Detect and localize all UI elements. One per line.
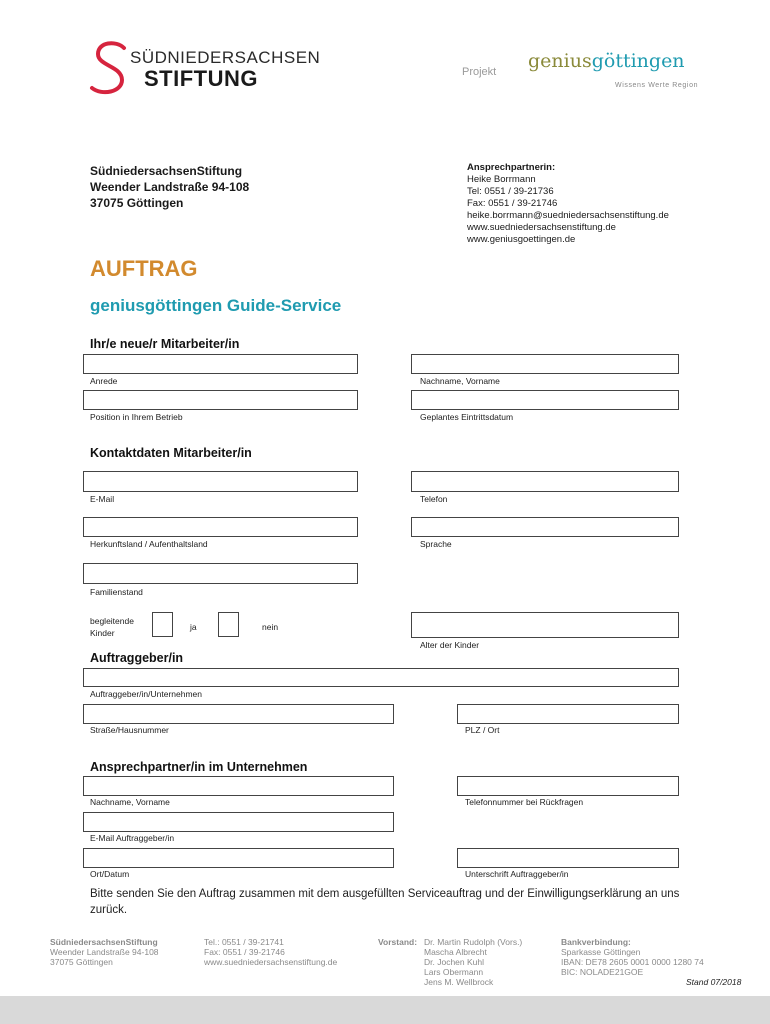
eintritt-label: Geplantes Eintrittsdatum xyxy=(420,412,514,422)
sprache-label: Sprache xyxy=(420,539,452,549)
address-line-3: 37075 Göttingen xyxy=(90,196,184,210)
projekt-label: Projekt xyxy=(462,66,497,78)
page-subtitle: geniusgöttingen Guide-Service xyxy=(90,296,342,315)
begleitende-line-2: Kinder xyxy=(90,628,115,638)
footer-col2-line-3[interactable]: www.suedniedersachsenstiftung.de xyxy=(204,957,338,967)
position-field[interactable] xyxy=(83,390,358,410)
footer-col1-line-1: SüdniedersachsenStiftung xyxy=(50,937,158,947)
footer-col2-line-2: Fax: 0551 / 39-21746 xyxy=(204,947,285,957)
eintritt-field[interactable] xyxy=(411,390,679,410)
position-label: Position in Ihrem Betrieb xyxy=(90,412,183,422)
ap-email-label: E-Mail Auftraggeber/in xyxy=(90,833,175,843)
begleitende-kinder-label xyxy=(90,615,134,639)
vorstand-line-4: Lars Obermann xyxy=(424,967,484,977)
ap-name-label: Nachname, Vorname xyxy=(90,797,170,807)
unterschrift-label: Unterschrift Auftraggeber/in xyxy=(465,869,569,879)
genius-logo xyxy=(528,50,708,94)
ap-email-field[interactable] xyxy=(83,812,394,832)
unterschrift-field[interactable] xyxy=(457,848,679,868)
genius-logo-part-b: göttingen xyxy=(591,50,685,72)
bank-line-2: IBAN: DE78 2605 0001 0000 1280 74 xyxy=(561,957,704,967)
unternehmen-field[interactable] xyxy=(83,668,679,687)
section-ansprechpartner: Ansprechpartner/in im Unternehmen xyxy=(90,760,308,774)
herkunft-field[interactable] xyxy=(83,517,358,537)
footer-col1-line-3: 37075 Göttingen xyxy=(50,957,113,967)
familienstand-label: Familienstand xyxy=(90,587,143,597)
contact-fax: Fax: 0551 / 39-21746 xyxy=(467,198,558,209)
footer-col-1 xyxy=(50,937,159,967)
bottom-bar xyxy=(0,996,770,1024)
ap-name-field[interactable] xyxy=(83,776,394,796)
strasse-field[interactable] xyxy=(83,704,394,724)
address-line-2: Weender Landstraße 94-108 xyxy=(90,180,250,194)
nachname-label: Nachname, Vorname xyxy=(420,376,500,386)
email-label: E-Mail xyxy=(90,494,115,504)
section-auftraggeber: Auftraggeber/in xyxy=(90,651,184,665)
ort-datum-field[interactable] xyxy=(83,848,394,868)
plz-field[interactable] xyxy=(457,704,679,724)
ort-datum-label: Ort/Datum xyxy=(90,869,130,879)
anrede-label: Anrede xyxy=(90,376,118,386)
nein-label: nein xyxy=(262,622,279,632)
address-block xyxy=(90,163,249,211)
contact-title: Ansprechpartnerin: xyxy=(467,162,556,173)
alter-kinder-label: Alter der Kinder xyxy=(420,640,480,650)
section-mitarbeiter: Ihr/e neue/r Mitarbeiter/in xyxy=(90,337,240,351)
genius-logo-part-a: genius xyxy=(528,50,592,72)
contact-web-1[interactable]: www.suedniedersachsenstiftung.de xyxy=(467,222,616,233)
telefon-field[interactable] xyxy=(411,471,679,492)
genius-tagline: Wissens Werte Region xyxy=(615,82,699,89)
vorstand-line-3: Dr. Jochen Kuhl xyxy=(424,957,485,967)
nein-checkbox[interactable] xyxy=(218,612,239,637)
footer-vorstand-label: Vorstand: xyxy=(378,937,418,947)
stiftung-s-icon xyxy=(88,40,132,96)
footer-vorstand xyxy=(424,937,522,987)
footer-col-2 xyxy=(204,937,337,967)
address-line-1: SüdniedersachsenStiftung xyxy=(90,164,243,178)
plz-label: PLZ / Ort xyxy=(465,725,500,735)
footer-col2-line-1: Tel.: 0551 / 39-21741 xyxy=(204,937,284,947)
vorstand-line-1: Dr. Martin Rudolph (Vors.) xyxy=(424,937,523,947)
sprache-field[interactable] xyxy=(411,517,679,537)
page-title: AUFTRAG xyxy=(90,256,198,281)
begleitende-line-1: begleitende xyxy=(90,616,134,626)
stand-label: Stand 07/2018 xyxy=(686,977,742,987)
footer-bank xyxy=(561,937,704,977)
bank-label: Bankverbindung: xyxy=(561,937,631,947)
nachname-field[interactable] xyxy=(411,354,679,374)
email-field[interactable] xyxy=(83,471,358,492)
ap-tel-label: Telefonnummer bei Rückfragen xyxy=(465,797,584,807)
ja-checkbox[interactable] xyxy=(152,612,173,637)
strasse-label: Straße/Hausnummer xyxy=(90,725,169,735)
return-note: Bitte senden Sie den Auftrag zusammen mit dem ausgefüllten Serviceauftrag und der Einwilligungserklärung an uns zurück. xyxy=(90,888,680,916)
familienstand-field[interactable] xyxy=(83,563,358,584)
logo-bottom-text: STIFTUNG xyxy=(144,66,258,91)
vorstand-line-2: Mascha Albrecht xyxy=(424,947,487,957)
logo-top-text: SÜDNIEDERSACHSEN xyxy=(130,48,321,67)
contact-tel: Tel: 0551 / 39-21736 xyxy=(467,186,554,197)
section-kontakt: Kontaktdaten Mitarbeiter/in xyxy=(90,446,252,460)
bank-line-3: BIC: NOLADE21GOE xyxy=(561,967,644,977)
anrede-field[interactable] xyxy=(83,354,358,374)
stiftung-logo xyxy=(88,40,328,96)
contact-web-2[interactable]: www.geniusgoettingen.de xyxy=(467,234,576,245)
contact-name: Heike Borrmann xyxy=(467,174,536,185)
footer-col1-line-2: Weender Landstraße 94-108 xyxy=(50,947,159,957)
ja-label: ja xyxy=(190,622,197,632)
herkunft-label: Herkunftsland / Aufenthaltsland xyxy=(90,539,208,549)
bank-line-1: Sparkasse Göttingen xyxy=(561,947,641,957)
telefon-label: Telefon xyxy=(420,494,448,504)
alter-kinder-field[interactable] xyxy=(411,612,679,638)
ap-tel-field[interactable] xyxy=(457,776,679,796)
contact-email[interactable]: heike.borrmann@suedniedersachsenstiftung.de xyxy=(467,210,669,221)
unternehmen-label: Auftraggeber/in/Unternehmen xyxy=(90,689,202,699)
contact-block xyxy=(467,162,669,246)
vorstand-line-5: Jens M. Wellbrock xyxy=(424,977,494,987)
